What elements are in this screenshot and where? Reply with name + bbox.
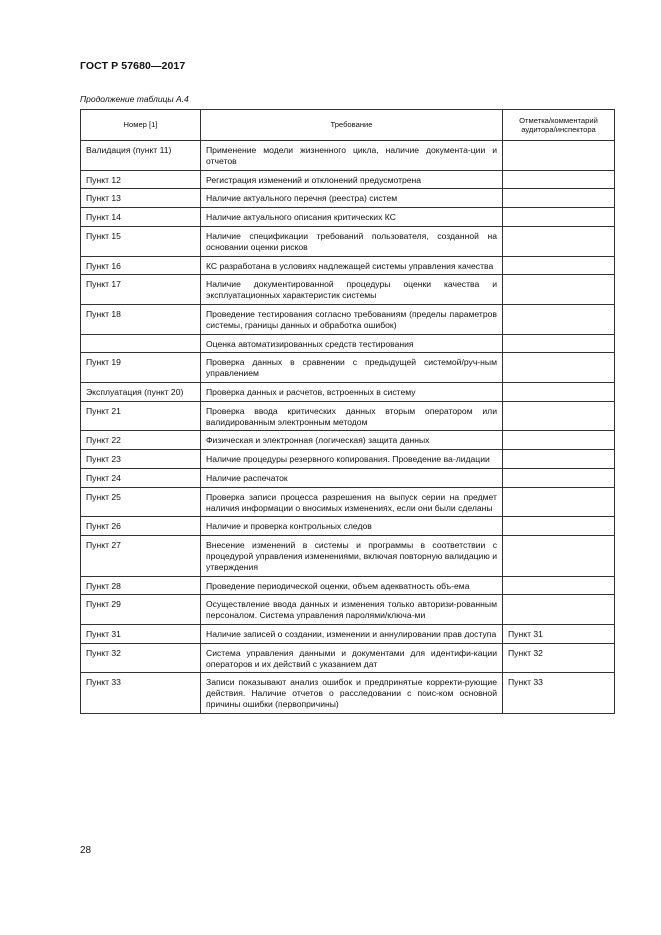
cell-requirement: Осуществление ввода данных и изменения только авторизи-рованным персоналом. Система управления паролями/ключа-ми [201, 595, 503, 625]
cell-requirement: Применение модели жизненного цикла, наличие документа-ции и отчетов [201, 141, 503, 171]
cell-auditor-mark [503, 576, 615, 595]
cell-number: Пункт 22 [81, 431, 201, 450]
table-body [81, 141, 615, 714]
cell-requirement: Записи показывают анализ ошибок и предпринятые корректи-рующие действия. Наличие отчетов о расследовании с поис-ком основной причины ошибки (первопричины) [201, 673, 503, 713]
cell-auditor-mark [503, 382, 615, 401]
table-row [81, 468, 615, 487]
cell-number: Пункт 17 [81, 275, 201, 305]
cell-auditor-mark [503, 517, 615, 536]
cell-number: Пункт 28 [81, 576, 201, 595]
cell-number: Пункт 21 [81, 401, 201, 431]
cell-number: Пункт 32 [81, 643, 201, 673]
cell-requirement: Внесение изменений в системы и программы в соответствии с процедурой управления изменениями, включая повторную валидацию и утверждения [201, 536, 503, 576]
table-row [81, 673, 615, 713]
cell-number: Эксплуатация (пункт 20) [81, 382, 201, 401]
cell-auditor-mark [503, 170, 615, 189]
document-header: ГОСТ Р 57680—2017 [80, 60, 186, 72]
cell-auditor-mark [503, 141, 615, 171]
table-row [81, 275, 615, 305]
cell-auditor-mark [503, 487, 615, 517]
table-row [81, 304, 615, 334]
cell-requirement: Проведение тестирования согласно требованиям (пределы параметров системы, границы данных и обработка ошибок) [201, 304, 503, 334]
cell-auditor-mark [503, 208, 615, 227]
cell-number: Пункт 27 [81, 536, 201, 576]
table-row [81, 576, 615, 595]
table-row [81, 536, 615, 576]
table-row [81, 256, 615, 275]
cell-requirement: Оценка автоматизированных средств тестирования [201, 334, 503, 353]
cell-auditor-mark [503, 595, 615, 625]
table-row [81, 353, 615, 383]
column-header-number: Номер [1] [81, 110, 201, 141]
table-row [81, 643, 615, 673]
table-row [81, 517, 615, 536]
table-row [81, 624, 615, 643]
table-row [81, 226, 615, 256]
table-row [81, 170, 615, 189]
cell-auditor-mark [503, 353, 615, 383]
cell-auditor-mark: Пункт 33 [503, 673, 615, 713]
table-row [81, 208, 615, 227]
cell-number: Пункт 24 [81, 468, 201, 487]
column-header-requirement: Требование [201, 110, 503, 141]
cell-requirement: Наличие документированной процедуры оценки качества и эксплуатационных характеристик системы [201, 275, 503, 305]
cell-auditor-mark [503, 536, 615, 576]
cell-number: Пункт 16 [81, 256, 201, 275]
cell-auditor-mark [503, 275, 615, 305]
cell-requirement: Проверка ввода критических данных вторым оператором или валидированным электронным методом [201, 401, 503, 431]
cell-number: Пункт 19 [81, 353, 201, 383]
cell-requirement: Проведение периодической оценки, объем адекватность объ-ема [201, 576, 503, 595]
table-row [81, 431, 615, 450]
cell-requirement: Регистрация изменений и отклонений предусмотрена [201, 170, 503, 189]
cell-number: Пункт 29 [81, 595, 201, 625]
cell-number: Пункт 23 [81, 450, 201, 469]
table-header-row [81, 110, 615, 141]
cell-auditor-mark [503, 304, 615, 334]
cell-number: Пункт 31 [81, 624, 201, 643]
cell-auditor-mark [503, 334, 615, 353]
cell-number: Пункт 15 [81, 226, 201, 256]
cell-number: Пункт 13 [81, 189, 201, 208]
cell-requirement: Наличие актуального перечня (реестра) систем [201, 189, 503, 208]
cell-number: Пункт 14 [81, 208, 201, 227]
cell-requirement: Наличие актуального описания критических КС [201, 208, 503, 227]
cell-auditor-mark [503, 450, 615, 469]
table-row [81, 189, 615, 208]
cell-auditor-mark [503, 226, 615, 256]
table-row [81, 595, 615, 625]
cell-auditor-mark [503, 431, 615, 450]
table-row [81, 487, 615, 517]
page-number: 28 [80, 845, 92, 856]
cell-requirement: Наличие процедуры резервного копирования. Проведение ва-лидации [201, 450, 503, 469]
cell-requirement: КС разработана в условиях надлежащей системы управления качества [201, 256, 503, 275]
cell-requirement: Проверка данных и расчетов, встроенных в систему [201, 382, 503, 401]
cell-number [81, 334, 201, 353]
cell-requirement: Проверка данных в сравнении с предыдущей системой/руч-ным управлением [201, 353, 503, 383]
cell-auditor-mark: Пункт 31 [503, 624, 615, 643]
table-row [81, 401, 615, 431]
cell-number: Пункт 26 [81, 517, 201, 536]
cell-auditor-mark [503, 256, 615, 275]
cell-requirement: Наличие и проверка контрольных следов [201, 517, 503, 536]
cell-number: Валидация (пункт 11) [81, 141, 201, 171]
cell-requirement: Проверка записи процесса разрешения на выпуск серии на предмет наличия информации о вносимых изменениях, если они были сделаны [201, 487, 503, 517]
cell-requirement: Наличие записей о создании, изменении и аннулировании прав доступа [201, 624, 503, 643]
cell-number: Пункт 25 [81, 487, 201, 517]
column-header-auditor-mark: Отметка/комментарий аудитора/инспектора [503, 110, 615, 141]
cell-requirement: Наличие спецификации требований пользователя, созданной на основании оценки рисков [201, 226, 503, 256]
table-caption: Продолжение таблицы А.4 [80, 94, 189, 104]
table-row [81, 382, 615, 401]
cell-number: Пункт 12 [81, 170, 201, 189]
cell-auditor-mark [503, 468, 615, 487]
cell-number: Пункт 33 [81, 673, 201, 713]
cell-auditor-mark [503, 189, 615, 208]
table-row [81, 141, 615, 171]
cell-requirement: Система управления данными и документами для идентифи-кации операторов и их действий с указанием дат [201, 643, 503, 673]
cell-auditor-mark: Пункт 32 [503, 643, 615, 673]
cell-requirement: Наличие распечаток [201, 468, 503, 487]
cell-auditor-mark [503, 401, 615, 431]
requirements-table [80, 109, 615, 714]
table-row [81, 334, 615, 353]
table-row [81, 450, 615, 469]
cell-number: Пункт 18 [81, 304, 201, 334]
cell-requirement: Физическая и электронная (логическая) защита данных [201, 431, 503, 450]
